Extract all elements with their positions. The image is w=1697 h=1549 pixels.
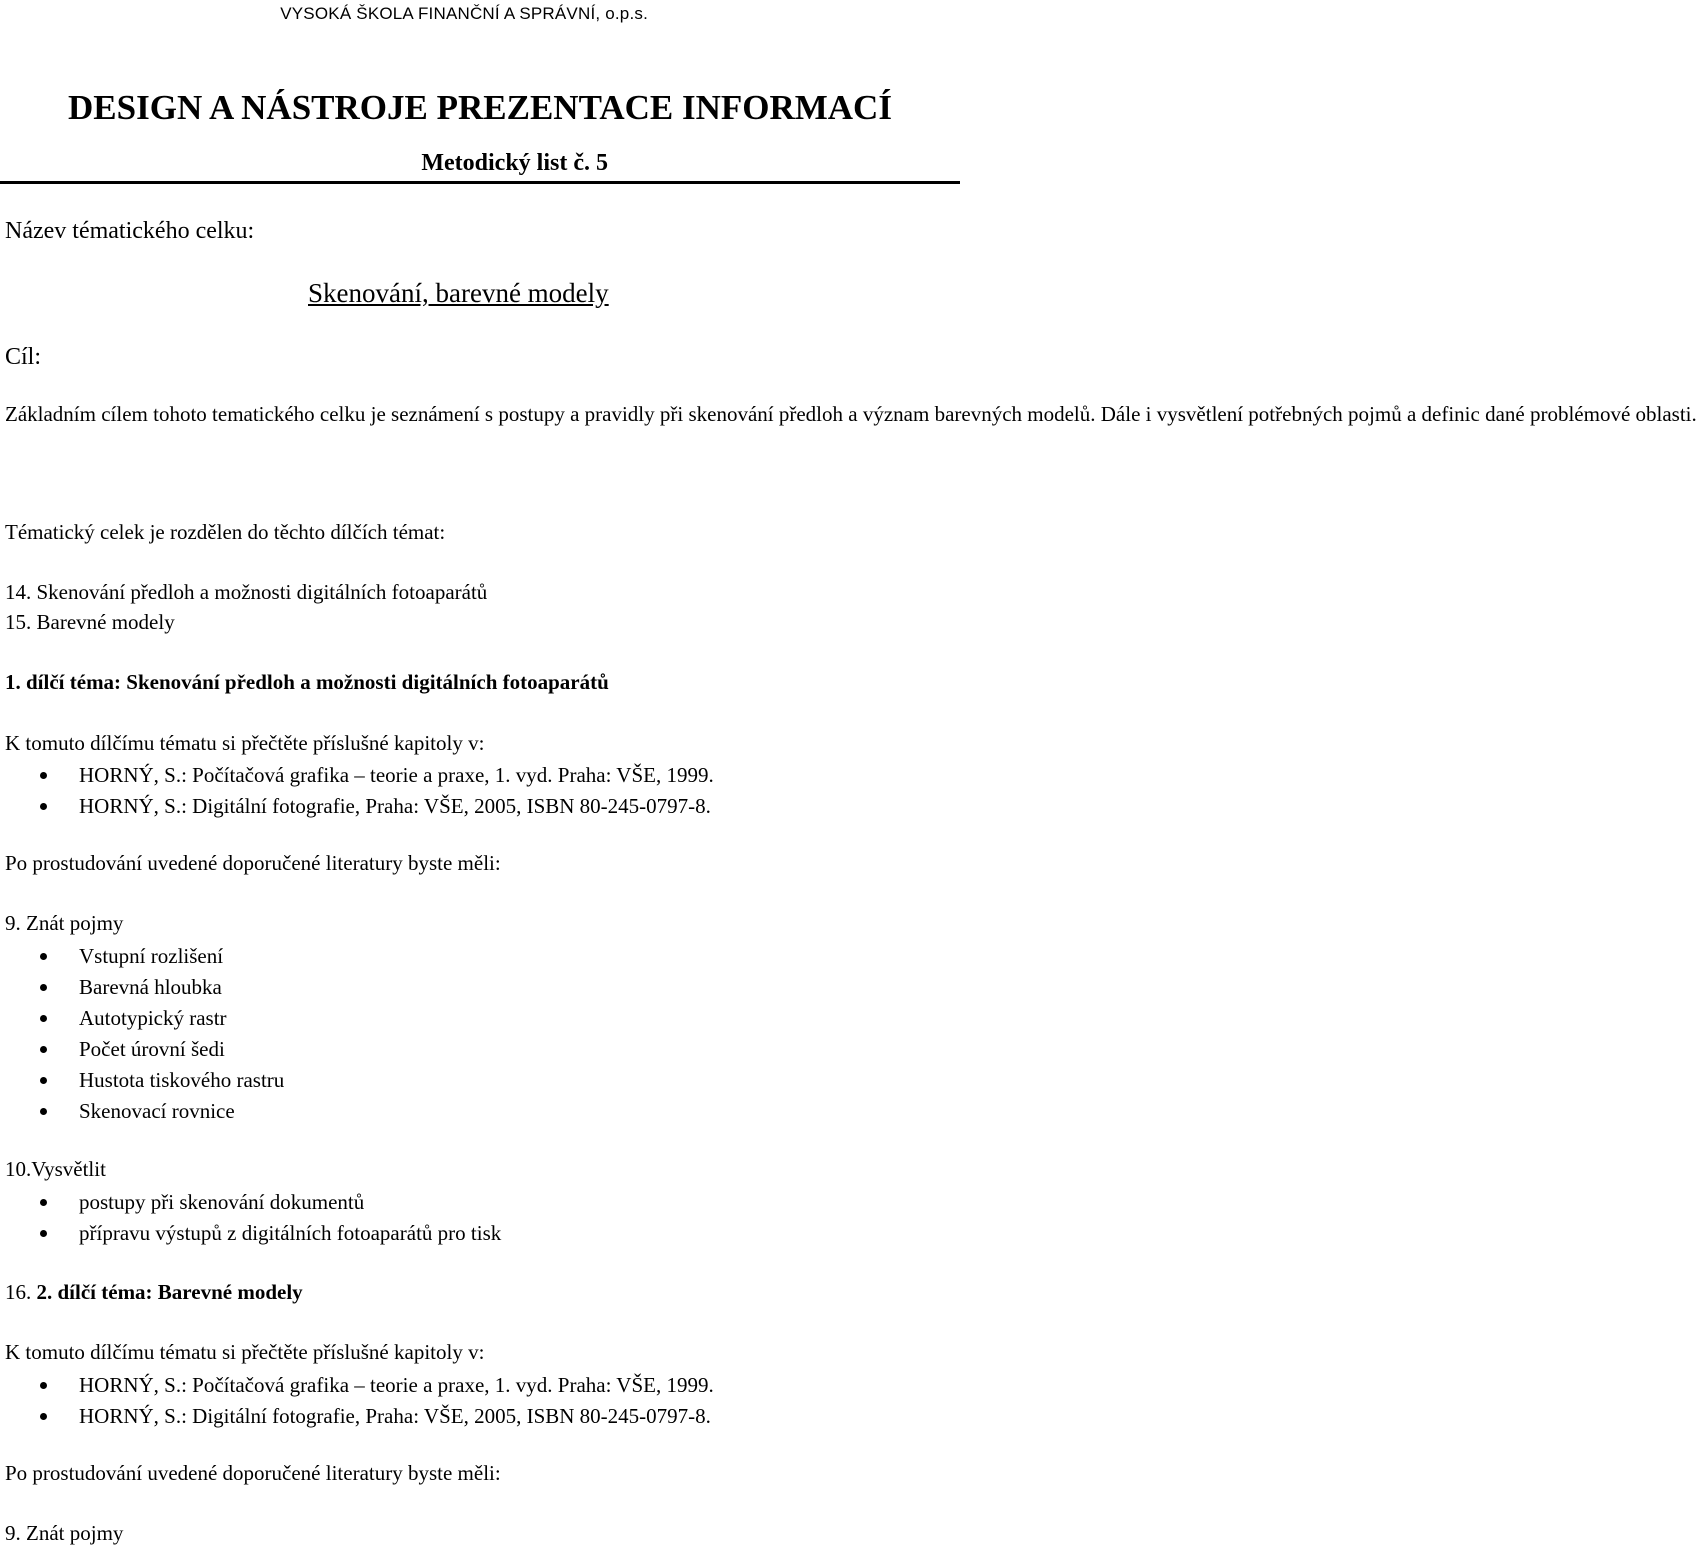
explain-item: přípravu výstupů z digitálních fotoaparátů pro tisk — [40, 1218, 501, 1249]
division-intro: Tématický celek je rozdělen do těchto dílčích témat: — [5, 520, 446, 544]
book-item: HORNÝ, S.: Digitální fotografie, Praha: VŠE, 2005, ISBN 80-245-0797-8. — [40, 1401, 714, 1432]
section2-heading: 2. dílčí téma: Barevné modely — [36, 1280, 303, 1304]
term-item: Barevná hloubka — [40, 972, 284, 1003]
header-divider — [0, 181, 960, 184]
document-title: DESIGN A NÁSTROJE PREZENTACE INFORMACÍ — [68, 88, 892, 127]
sheet-label: Metodický list č. 5 — [421, 150, 608, 176]
term-item: Autotypický rastr — [40, 1003, 284, 1034]
section2-reading-intro: K tomuto dílčímu tématu si přečtěte příslušné kapitoly v: — [5, 1340, 485, 1364]
term-item: Vstupní rozlišení — [40, 941, 284, 972]
section2-heading-line — [5, 1280, 303, 1305]
section1-heading: 1. dílčí téma: Skenování předloh a možnosti digitálních fotoaparátů — [5, 670, 609, 694]
topic-title: Skenování, barevné modely — [308, 278, 609, 308]
term-item: Počet úrovní šedi — [40, 1034, 284, 1065]
section1-book-list — [40, 760, 714, 822]
section2-book-list — [40, 1370, 714, 1432]
book-item: HORNÝ, S.: Digitální fotografie, Praha: VŠE, 2005, ISBN 80-245-0797-8. — [40, 791, 714, 822]
goal-label: Cíl: — [5, 344, 42, 370]
subtopic-item: 15. Barevné modely — [5, 610, 175, 634]
section2-after-study: Po prostudování uvedené doporučené literatury byste měli: — [5, 1461, 501, 1485]
term-item: Hustota tiskového rastru — [40, 1065, 284, 1096]
book-item: HORNÝ, S.: Počítačová grafika – teorie a praxe, 1. vyd. Praha: VŠE, 1999. — [40, 1370, 714, 1401]
goal-text: Základním cílem tohoto tematického celku je seznámení s postupy a pravidly při skenování předloh a význam barevných modelů. Dále i vysvětlení potřebných pojmů a definic dané problémové oblasti. — [5, 402, 1697, 426]
section1-know-heading: 9. Znát pojmy — [5, 911, 124, 935]
terms-list — [40, 941, 284, 1127]
section1-after-study: Po prostudování uvedené doporučené literatury byste měli: — [5, 851, 501, 875]
explain-list — [40, 1187, 501, 1249]
book-item: HORNÝ, S.: Počítačová grafika – teorie a praxe, 1. vyd. Praha: VŠE, 1999. — [40, 760, 714, 791]
subtopic-item: 14. Skenování předloh a možnosti digitálních fotoaparátů — [5, 580, 488, 604]
topic-label: Název tématického celku: — [5, 218, 255, 244]
term-item: Skenovací rovnice — [40, 1096, 284, 1127]
section2-know-heading: 9. Znát pojmy — [5, 1521, 124, 1545]
school-header: VYSOKÁ ŠKOLA FINANČNÍ A SPRÁVNÍ, o.p.s. — [280, 4, 648, 23]
section2-heading-number: 16. — [5, 1280, 37, 1304]
explain-item: postupy při skenování dokumentů — [40, 1187, 501, 1218]
section1-explain-heading: 10.Vysvětlit — [5, 1157, 106, 1181]
section1-reading-intro: K tomuto dílčímu tématu si přečtěte příslušné kapitoly v: — [5, 731, 485, 755]
